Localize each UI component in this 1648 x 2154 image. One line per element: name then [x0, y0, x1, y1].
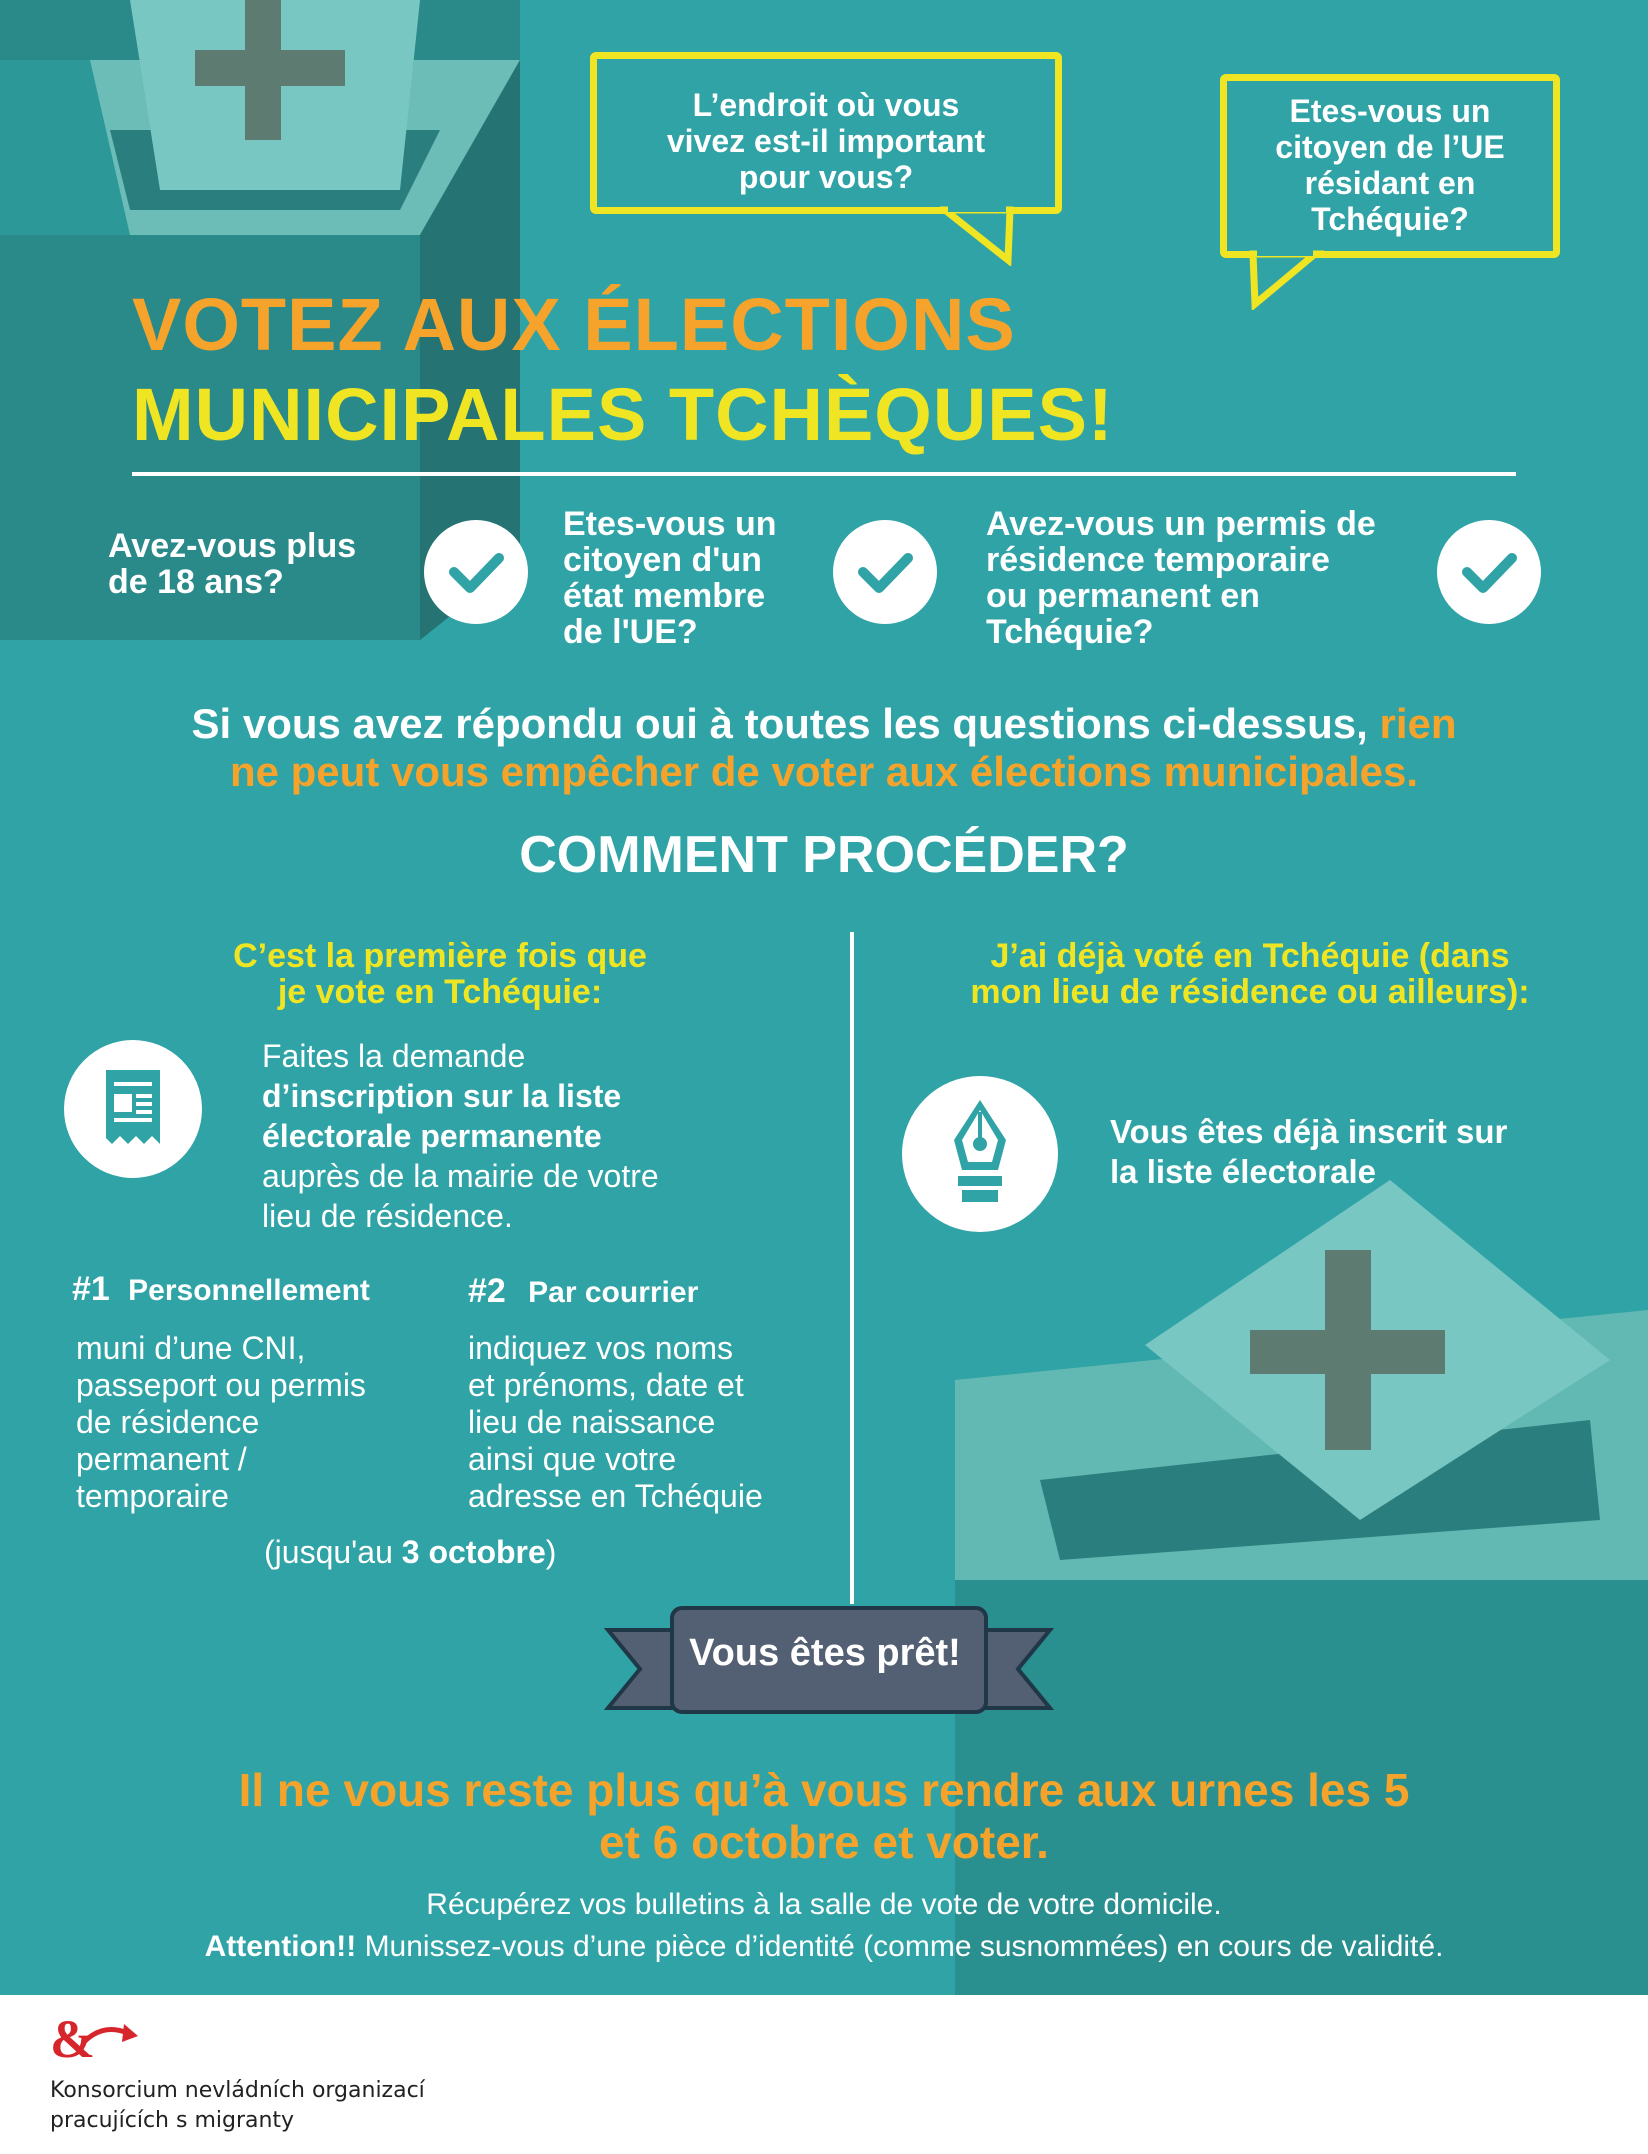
criterion-line: état membre [563, 577, 766, 615]
instruction-line: lieu de résidence. [262, 1198, 513, 1234]
option-line: lieu de naissance [468, 1404, 716, 1440]
final-line: Il ne vous reste plus qu’à vous rendre aux urnes les 5 [238, 1764, 1410, 1816]
bubble-tail-right [1245, 250, 1325, 310]
criterion-line: Etes-vous un [563, 505, 777, 543]
deadline-date: 3 octobre [401, 1534, 546, 1570]
criterion-eu-citizen [563, 506, 776, 650]
id-warning [0, 1930, 1648, 1964]
criterion-age [108, 528, 356, 600]
registered-line: la liste électorale [1110, 1153, 1376, 1190]
option-line: de résidence [76, 1404, 260, 1440]
bubble-left-line: L’endroit où vous [692, 87, 960, 123]
check-icon [833, 520, 937, 624]
option-1-text [76, 1330, 446, 1515]
deadline-post: ) [545, 1534, 557, 1570]
option-2-text [468, 1330, 848, 1515]
already-registered-text [1110, 1112, 1507, 1192]
attention-label: Attention!! [204, 1930, 357, 1963]
title-line-2: MUNICIPALES TCHÈQUES! [132, 373, 1114, 456]
column-divider [850, 932, 854, 1604]
registered-line: Vous êtes déjà inscrit sur [1110, 1113, 1508, 1150]
final-line: et 6 octobre et voter. [599, 1816, 1049, 1868]
criterion-residence-permit [986, 506, 1376, 650]
criterion-line: résidence temporaire [986, 541, 1330, 579]
attention-text: Munissez-vous d’une pièce d’identité (comme susnommées) en cours de validité. [364, 1930, 1444, 1963]
bubble-right-line: Etes-vous un [1289, 93, 1491, 129]
right-column-heading [890, 938, 1610, 1010]
option-2-header [468, 1272, 698, 1311]
criterion-line: citoyen d'un [563, 541, 762, 579]
heading-line: mon lieu de résidence ou ailleurs): [970, 973, 1530, 1011]
summary-orange-1: rien [1379, 700, 1457, 747]
ribbon-text: Vous êtes prêt! [689, 1632, 961, 1674]
option-line: et prénoms, date et [468, 1367, 744, 1403]
option-line: muni d’une CNI, [76, 1330, 306, 1366]
criterion-line: Tchéquie? [986, 613, 1154, 651]
criterion-line: de 18 ans? [108, 563, 284, 601]
organization-name [50, 2076, 425, 2136]
bubble-right-line: résidant en [1304, 165, 1476, 201]
ballot-note: Récupérez vos bulletins à la salle de vote de votre domicile. [426, 1888, 1222, 1921]
summary-white: Si vous avez répondu oui à toutes les questions ci-dessus, [191, 700, 1368, 747]
option-2-number: #2 [468, 1272, 506, 1310]
option-2-label: Par courrier [528, 1276, 699, 1309]
logo-ampersand: & [50, 2009, 95, 2069]
option-line: permanent / [76, 1441, 247, 1477]
option-line: adresse en Tchéquie [468, 1478, 763, 1514]
option-line: indiquez vos noms [468, 1330, 734, 1366]
registration-instructions [262, 1036, 782, 1236]
bubble-left-line: pour vous? [738, 159, 914, 195]
speech-bubble-right [1220, 74, 1560, 258]
heading-line: C’est la première fois que [233, 937, 647, 975]
instruction-line: Faites la demande [262, 1038, 526, 1074]
left-column-heading [150, 938, 730, 1010]
option-line: ainsi que votre [468, 1441, 677, 1477]
title-line-1: VOTEZ AUX ÉLECTIONS [132, 283, 1016, 366]
bubble-left-line: vivez est-il important [666, 123, 986, 159]
title-divider [132, 472, 1516, 476]
option-1-label: Personnellement [128, 1274, 370, 1307]
option-1-header [72, 1270, 370, 1309]
option-line: passeport ou permis [76, 1367, 366, 1403]
option-1-number: #1 [72, 1270, 110, 1308]
how-heading: COMMENT PROCÉDER? [519, 826, 1129, 884]
document-icon [64, 1040, 202, 1178]
deadline-pre: (jusqu'au [264, 1534, 393, 1570]
instruction-bold-line: d’inscription sur la liste [262, 1078, 622, 1114]
instruction-line: auprès de la mairie de votre [262, 1158, 659, 1194]
check-icon [424, 520, 528, 624]
logo-mark [50, 2009, 140, 2074]
org-line: pracujících s migranty [50, 2108, 295, 2133]
bubble-right-line: citoyen de l’UE [1275, 129, 1505, 165]
speech-bubble-left [590, 52, 1062, 214]
org-line: Konsorcium nevládních organizací [50, 2078, 425, 2103]
bubble-tail-left [940, 206, 1020, 266]
option-line: temporaire [76, 1478, 229, 1514]
criterion-line: Avez-vous un permis de [986, 505, 1376, 543]
deadline-note [264, 1534, 556, 1571]
heading-line: je vote en Tchéquie: [277, 973, 603, 1011]
criterion-line: de l'UE? [563, 613, 698, 651]
criterion-line: Avez-vous plus [108, 527, 357, 565]
pen-nib-icon [902, 1076, 1058, 1232]
arrow-icon [80, 2020, 140, 2060]
summary-text [70, 700, 1578, 796]
bubble-right-line: Tchéquie? [1311, 201, 1469, 237]
heading-line: J’ai déjà voté en Tchéquie (dans [990, 937, 1510, 975]
check-icon [1437, 520, 1541, 624]
instruction-bold-line: électorale permanente [262, 1118, 602, 1154]
criterion-line: ou permanent en [986, 577, 1260, 615]
summary-orange-2: ne peut vous empêcher de voter aux élections municipales. [229, 748, 1419, 795]
final-message [60, 1764, 1588, 1868]
